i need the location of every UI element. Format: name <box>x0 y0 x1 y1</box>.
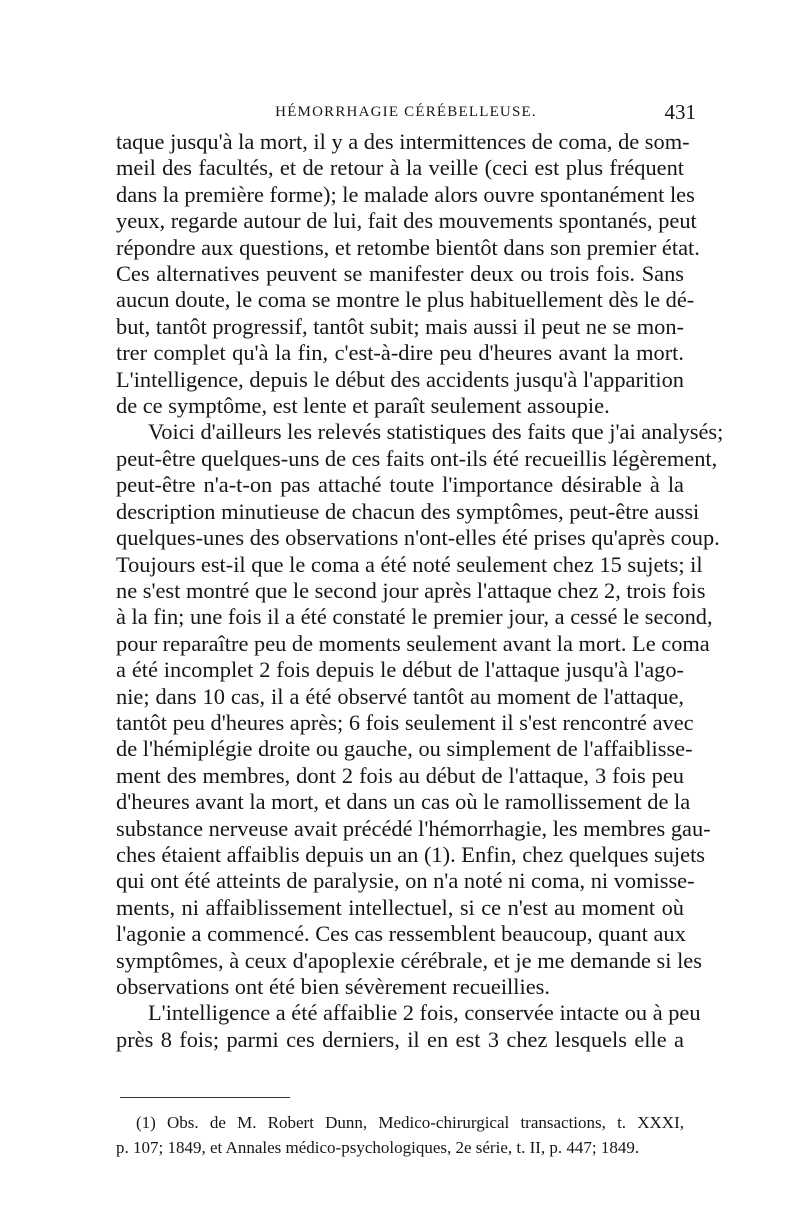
text-line: à la fin; une fois il a été constaté le premier jour, a cessé le second, <box>116 604 713 630</box>
text-line: tantôt peu d'heures après; 6 fois seulement il s'est rencontré avec <box>116 709 694 735</box>
text-line: ches étaient affaiblis depuis un an (1). Enfin, chez quelques sujets <box>116 841 706 867</box>
page-number: 431 <box>664 100 696 124</box>
text-line: ne s'est montré que le second jour après l'attaque chez 2, trois fois <box>116 577 706 603</box>
text-line: pour reparaître peu de moments seulement avant la mort. Le coma <box>116 630 710 656</box>
running-title: HÉMORRHAGIE CÉRÉBELLEUSE. <box>275 104 537 120</box>
text-line: d'heures avant la mort, et dans un cas où le ramollissement de la <box>116 789 691 815</box>
text-line: trer complet qu'à la fin, c'est-à-dire peu d'heures avant la mort. <box>116 340 684 366</box>
text-line: description minutieuse de chacun des symptômes, peut-être aussi <box>116 498 700 524</box>
text-line: de ce symptôme, est lente et paraît seulement assoupie. <box>116 393 610 419</box>
text-line: répondre aux questions, et retombe bientôt dans son premier état. <box>116 234 700 260</box>
text-line: de l'hémiplégie droite ou gauche, ou simplement de l'affaiblisse- <box>116 736 693 762</box>
text-line: substance nerveuse avait précédé l'hémorrhagie, les membres gau- <box>116 815 711 841</box>
text-line: aucun doute, le coma se montre le plus habituellement dès le dé- <box>116 287 695 313</box>
text-line: dans la première forme); le malade alors ouvre spontanément les <box>116 181 695 207</box>
text-line: L'intelligence a été affaiblie 2 fois, conservée intacte ou à peu <box>148 1000 701 1026</box>
text-line: meil des facultés, et de retour à la veille (ceci est plus fréquent <box>116 155 684 181</box>
page-header <box>116 100 696 126</box>
text-line: yeux, regarde autour de lui, fait des mouvements spontanés, peut <box>116 208 697 234</box>
text-line: quelques-unes des observations n'ont-elles été prises qu'après coup. <box>116 525 720 551</box>
footnote-line: (1) Obs. de M. Robert Dunn, Medico-chirurgical transactions, t. XXXI, <box>136 1113 684 1132</box>
text-line: peut-être quelques-uns de ces faits ont-ils été recueillis légèrement, <box>116 445 718 471</box>
text-line: but, tantôt progressif, tantôt subit; mais aussi il peut ne se mon- <box>116 313 684 339</box>
text-line: nie; dans 10 cas, il a été observé tantôt au moment de l'attaque, <box>116 683 684 709</box>
text-line: qui ont été atteints de paralysie, on n'a noté ni coma, ni vomisse- <box>116 868 695 894</box>
text-line: ment des membres, dont 2 fois au début de l'attaque, 3 fois peu <box>116 762 684 788</box>
text-line: observations ont été bien sévèrement recueillies. <box>116 974 550 999</box>
text-line: Ces alternatives peuvent se manifester deux ou trois fois. Sans <box>116 261 684 287</box>
footnote-line: p. 107; 1849, et Annales médico-psychologiques, 2e série, t. II, p. 447; 1849. <box>116 1138 640 1157</box>
text-line: ments, ni affaiblissement intellectuel, si ce n'est au moment où <box>116 894 684 920</box>
text-line: taque jusqu'à la mort, il y a des intermittences de coma, de som- <box>116 129 690 154</box>
body-text <box>116 129 724 1053</box>
footnotes <box>116 1110 684 1160</box>
footnote-rule <box>120 1097 290 1098</box>
text-line: peut-être n'a-t-on pas attaché toute l'importance désirable à la <box>116 472 684 498</box>
text-line: Voici d'ailleurs les relevés statistiques des faits que j'ai analysés; <box>148 419 724 445</box>
text-line: symptômes, à ceux d'apoplexie cérébrale, et je me demande si les <box>116 947 702 973</box>
text-line: Toujours est-il que le coma a été noté seulement chez 15 sujets; il <box>116 551 703 577</box>
text-line: L'intelligence, depuis le début des accidents jusqu'à l'apparition <box>116 366 684 392</box>
text-line: l'agonie a commencé. Ces cas ressemblent beaucoup, quant aux <box>116 921 686 947</box>
text-line: près 8 fois; parmi ces derniers, il en est 3 chez lesquels elle a <box>116 1026 684 1052</box>
text-line: a été incomplet 2 fois depuis le début de l'attaque jusqu'à l'ago- <box>116 657 684 683</box>
